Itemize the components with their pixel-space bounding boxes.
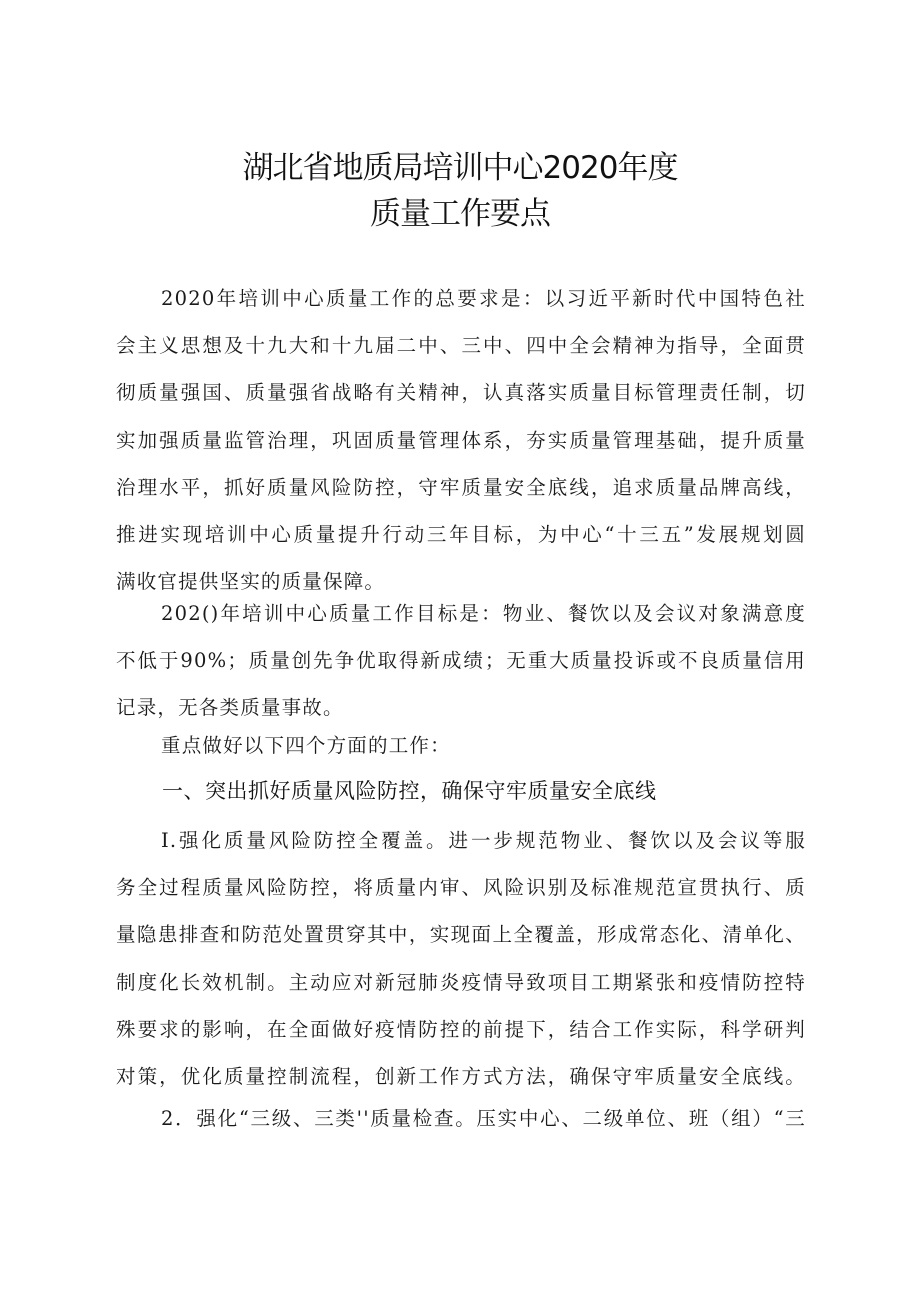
- document-title-line-1: 湖北省地质局培训中心2020年度: [242, 150, 678, 186]
- paragraph-line: 2020年培训中心质量工作的总要求是：以习近平新时代中国特色社: [161, 287, 806, 310]
- paragraph-line: 实加强质量监管治理，巩固质量管理体系，夯实质量管理基础，提升质量: [116, 428, 806, 452]
- paragraph-line: 务全过程质量风险防控，将质量内审、风险识别及标准规范宣贯执行、质: [116, 876, 806, 900]
- paragraph-item-1: [116, 817, 806, 1100]
- paragraph-line: 记录，无各类质量事故。: [116, 696, 344, 720]
- section-heading-1: 一、突出抓好质量风险防控，确保守牢质量安全底线: [162, 779, 657, 803]
- paragraph-focus-intro: [116, 722, 806, 769]
- paragraph-line: 治理水平，抓好质量风险防控，守牢质量安全底线，追求质量品牌高线，: [116, 475, 806, 499]
- paragraph-line: 量隐患排查和防范处置贯穿其中，实现面上全覆盖，形成常态化、清单化、: [116, 923, 806, 947]
- paragraph-line: 对策，优化质量控制流程，创新工作方式方法，确保守牢质量安全底线。: [116, 1064, 806, 1088]
- paragraph-line: 重点做好以下四个方面的工作：: [161, 734, 451, 757]
- paragraph-line: 制度化长效机制。主动应对新冠肺炎疫情导致项目工期紧张和疫情防控特: [116, 970, 806, 994]
- paragraph-line: I.强化质量风险防控全覆盖。进一步规范物业、餐饮以及会议等服: [161, 829, 806, 852]
- paragraph-general-requirements: [116, 275, 806, 605]
- paragraph-line: 推进实现培训中心质量提升行动三年目标，为中心“十三五”发展规划圆: [116, 522, 806, 546]
- document-title-line-2: 质量工作要点: [370, 196, 550, 232]
- paragraph-quality-targets: [116, 590, 806, 732]
- paragraph-line: 202()年培训中心质量工作目标是：物业、餐饮以及会议对象满意度: [161, 602, 806, 625]
- paragraph-line: 不低于90%；质量创先争优取得新成绩；无重大质量投诉或不良质量信用: [116, 649, 806, 673]
- paragraph-line: 满收官提供坚实的质量保障。: [116, 570, 386, 594]
- paragraph-line: 2．强化“三级、三类''质量检查。压实中心、二级单位、班（组）“三: [161, 1107, 806, 1130]
- paragraph-line: 彻质量强国、质量强省战略有关精神，认真落实质量目标管理责任制，切: [116, 381, 806, 405]
- paragraph-line: 会主义思想及十九大和十九届二中、三中、四中全会精神为指导，全面贯: [116, 334, 806, 358]
- paragraph-item-2: [116, 1095, 806, 1142]
- paragraph-line: 殊要求的影响，在全面做好疫情防控的前提下，结合工作实际，科学研判: [116, 1017, 806, 1041]
